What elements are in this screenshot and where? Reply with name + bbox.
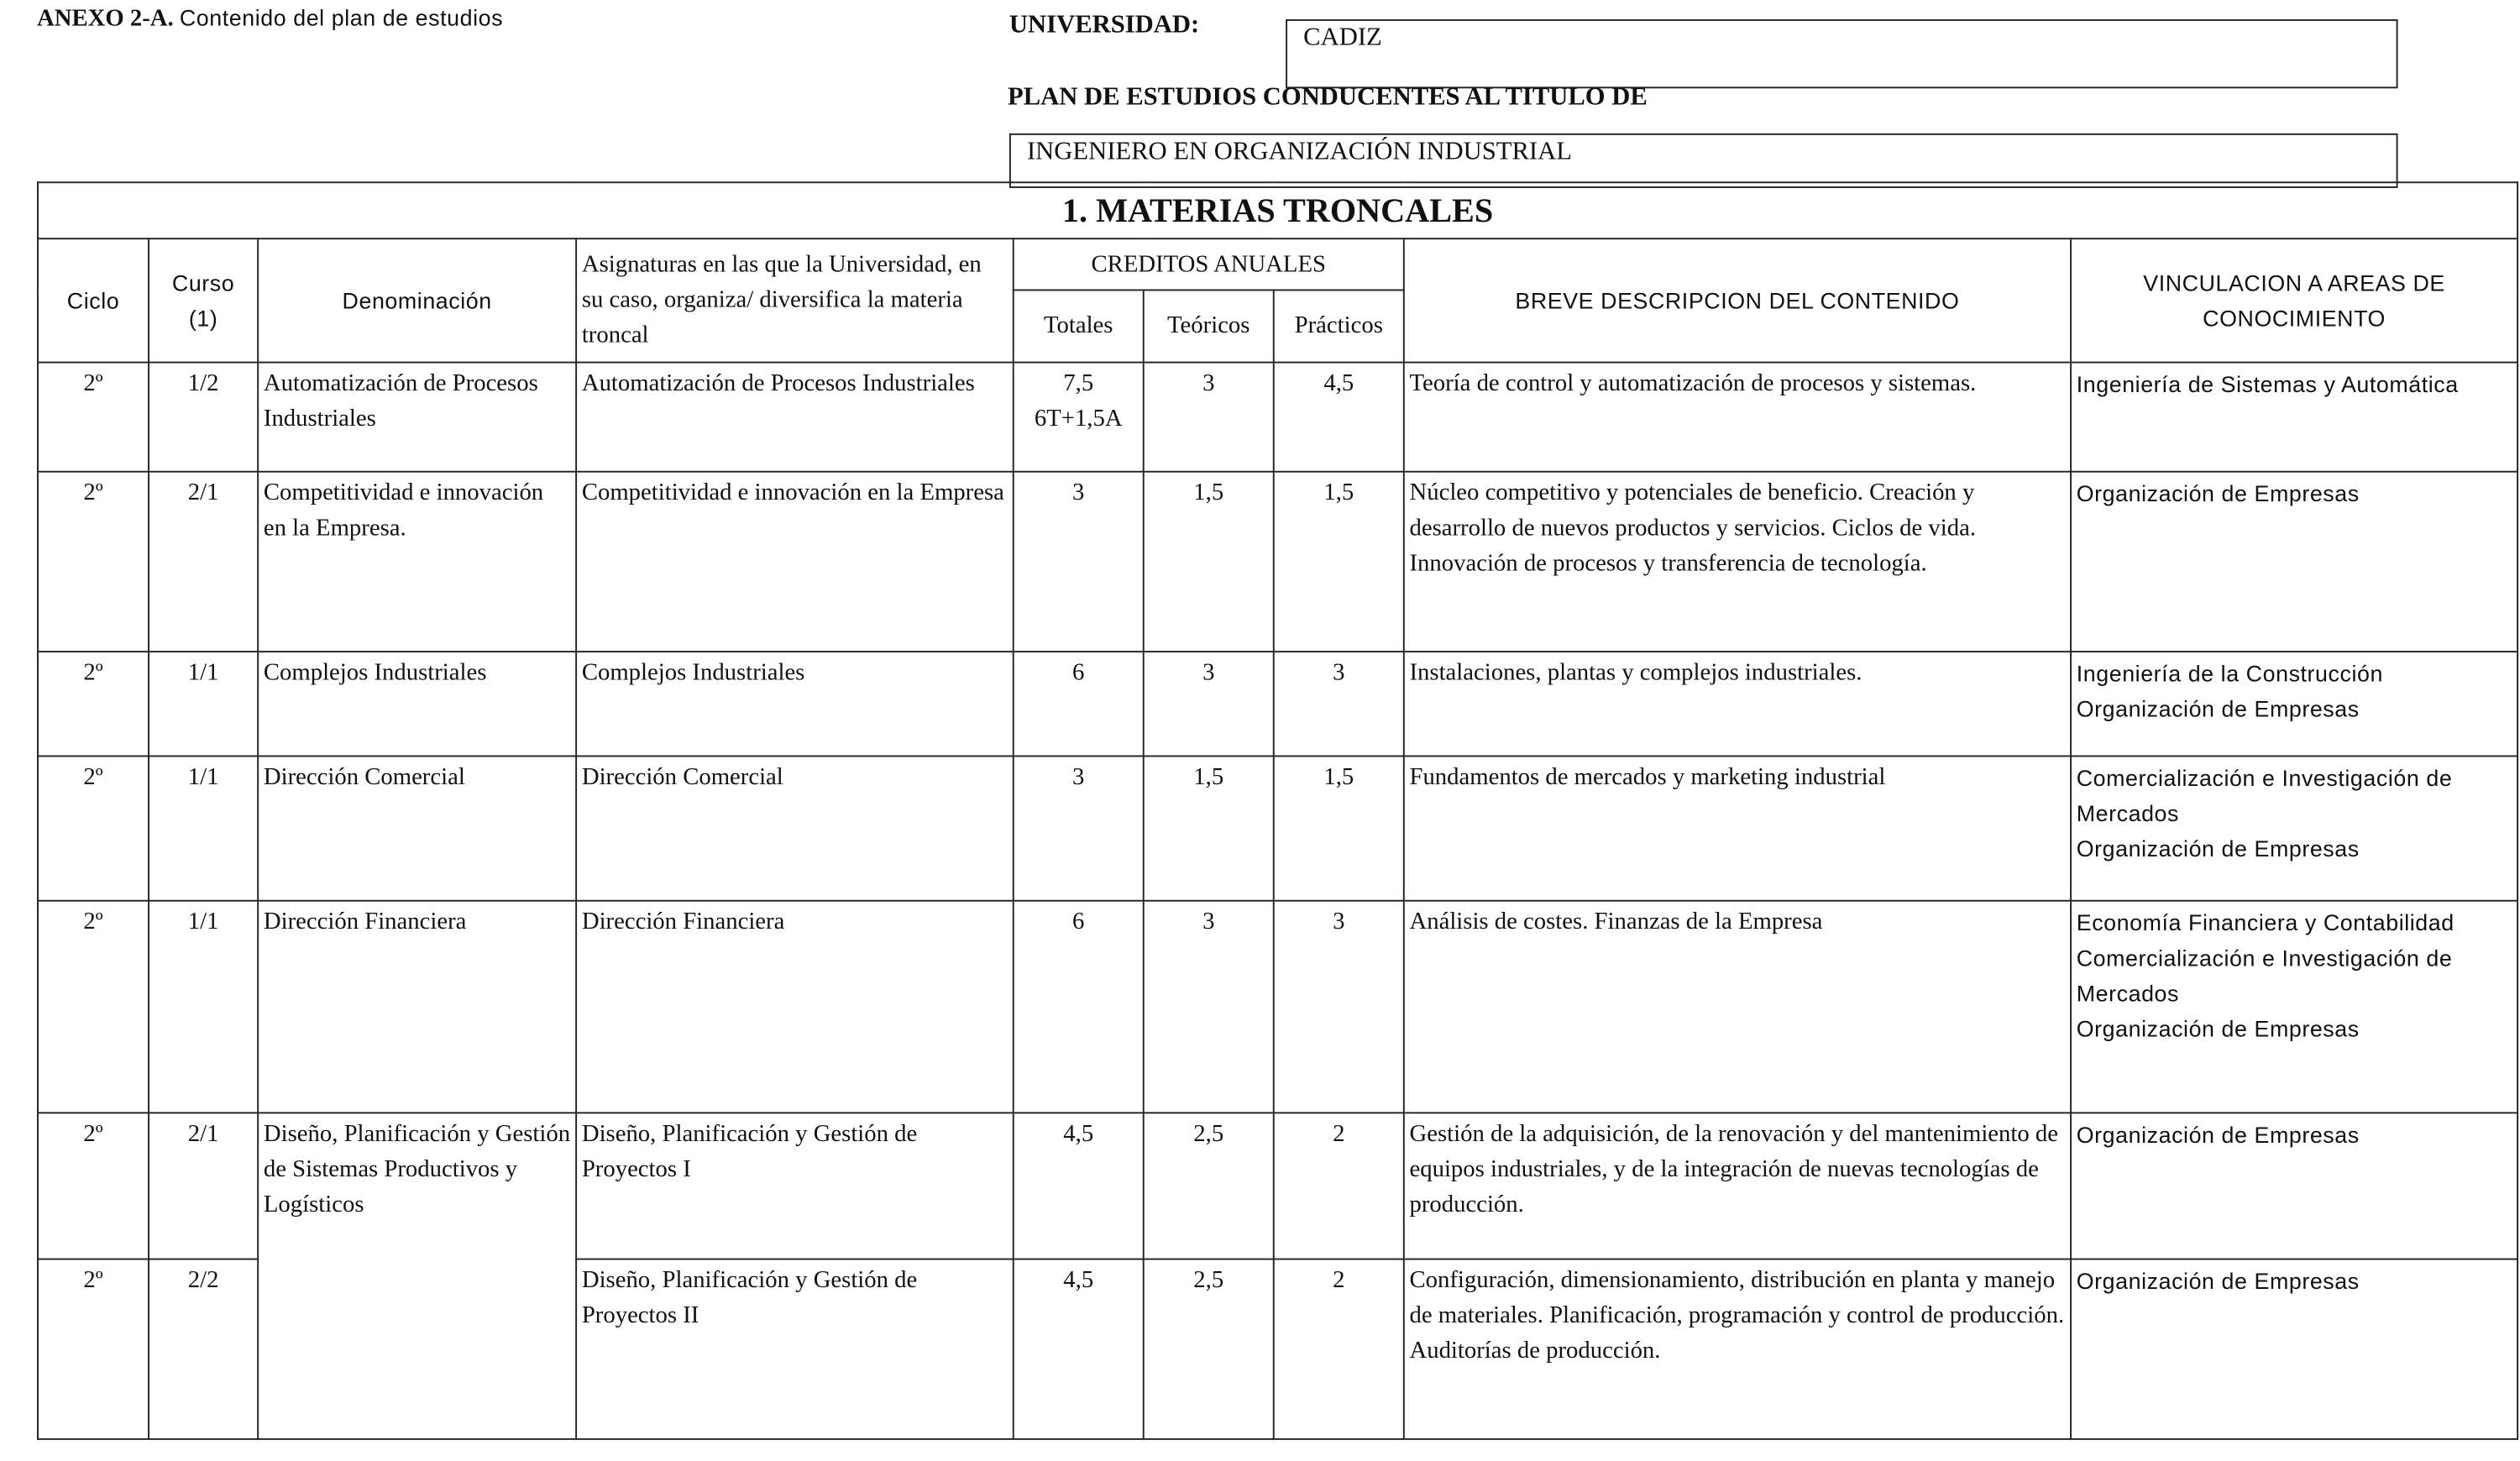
col-vinculacion: VINCULACION A AREAS DE CONOCIMIENTO [2071, 238, 2517, 362]
totales-value: 6 [1072, 909, 1085, 935]
area-item: Organización de Empresas [2076, 480, 2360, 506]
universidad-label: UNIVERSIDAD: [1009, 11, 1200, 39]
col-practicos: Prácticos [1274, 290, 1404, 362]
table-body [38, 363, 2517, 1439]
area-item: Ingeniería de Sistemas y Automática [2076, 371, 2459, 397]
asignatura-cell: Complejos Industriales [576, 652, 1014, 756]
descripcion-cell: Núcleo competitivo y potenciales de beneficio. Creación y desarrollo de nuevos productos y servicios. Ciclos de vida. Innovación de procesos y transferencia de tecnología. [1404, 472, 2071, 652]
table-row [38, 652, 2517, 756]
totales-cell [1014, 1259, 1144, 1439]
totales-cell [1014, 756, 1144, 900]
denominacion-cell: Diseño, Planificación y Gestión de Sistemas Productivos y Logísticos [258, 1113, 576, 1439]
practicos-cell: 1,5 [1274, 472, 1404, 652]
teoricos-cell: 3 [1144, 901, 1274, 1113]
vinculacion-cell [2071, 901, 2517, 1113]
practicos-cell: 1,5 [1274, 756, 1404, 900]
area-item: Organización de Empresas [2076, 835, 2360, 861]
vinculacion-cell [2071, 472, 2517, 652]
totales-note: 6T+1,5A [1034, 406, 1123, 432]
vinculacion-cell [2071, 1259, 2517, 1439]
area-item: Organización de Empresas [2076, 1268, 2360, 1294]
vinculacion-cell [2071, 363, 2517, 472]
col-teoricos: Teóricos [1144, 290, 1274, 362]
teoricos-cell: 3 [1144, 363, 1274, 472]
plan-label: PLAN DE ESTUDIOS CONDUCENTES AL TITULO DE [1008, 83, 1648, 112]
col-denominacion: Denominación [258, 238, 576, 362]
totales-value: 4,5 [1063, 1268, 1094, 1294]
ciclo-cell: 2º [38, 472, 149, 652]
vinculacion-cell [2071, 652, 2517, 756]
asignatura-cell: Diseño, Planificación y Gestión de Proyectos I [576, 1113, 1014, 1259]
ciclo-cell: 2º [38, 652, 149, 756]
asignatura-cell: Dirección Comercial [576, 756, 1014, 900]
totales-value: 6 [1072, 660, 1085, 687]
asignatura-cell: Automatización de Procesos Industriales [576, 363, 1014, 472]
totales-value: 7,5 [1063, 371, 1094, 397]
area-item: Comercialización e Investigación de Mercados [2076, 765, 2453, 826]
annex-text: Contenido del plan de estudios [179, 4, 504, 31]
curso-cell: 2/1 [149, 1113, 258, 1259]
area-item: Organización de Empresas [2076, 695, 2360, 722]
titulo-value: INGENIERO EN ORGANIZACIÓN INDUSTRIAL [1026, 138, 1572, 166]
descripcion-cell: Análisis de costes. Finanzas de la Empresa [1404, 901, 2071, 1113]
denominacion-cell: Competitividad e innovación en la Empresa. [258, 472, 576, 652]
descripcion-cell: Instalaciones, plantas y complejos industriales. [1404, 652, 2071, 756]
area-item: Organización de Empresas [2076, 1121, 2360, 1148]
totales-cell [1014, 1113, 1144, 1259]
area-item: Ingeniería de la Construcción [2076, 660, 2383, 687]
curso-cell: 1/2 [149, 363, 258, 472]
col-curso: Curso (1) [149, 238, 258, 362]
ciclo-cell: 2º [38, 901, 149, 1113]
ciclo-cell: 2º [38, 363, 149, 472]
descripcion-cell: Fundamentos de mercados y marketing industrial [1404, 756, 2071, 900]
teoricos-cell: 1,5 [1144, 756, 1274, 900]
table-row [38, 901, 2517, 1113]
teoricos-cell: 3 [1144, 652, 1274, 756]
practicos-cell: 3 [1274, 901, 1404, 1113]
denominacion-cell: Dirección Comercial [258, 756, 576, 900]
denominacion-cell: Automatización de Procesos Industriales [258, 363, 576, 472]
practicos-cell: 4,5 [1274, 363, 1404, 472]
totales-cell [1014, 472, 1144, 652]
curso-cell: 2/1 [149, 472, 258, 652]
col-creditos: CREDITOS ANUALES [1014, 238, 1404, 290]
table-title: 1. MATERIAS TRONCALES [38, 182, 2517, 238]
table-row [38, 472, 2517, 652]
asignatura-cell: Dirección Financiera [576, 901, 1014, 1113]
curso-cell: 2/2 [149, 1259, 258, 1439]
curso-cell: 1/1 [149, 901, 258, 1113]
curso-cell: 1/1 [149, 756, 258, 900]
practicos-cell: 2 [1274, 1113, 1404, 1259]
annex-heading [37, 5, 503, 34]
vinculacion-cell [2071, 756, 2517, 900]
curso-cell: 1/1 [149, 652, 258, 756]
descripcion-cell: Configuración, dimensionamiento, distribución en planta y manejo de materiales. Planificación, programación y control de producción. Auditorías de producción. [1404, 1259, 2071, 1439]
teoricos-cell: 1,5 [1144, 472, 1274, 652]
vinculacion-cell [2071, 1113, 2517, 1259]
totales-value: 4,5 [1063, 1121, 1094, 1148]
materias-table [37, 181, 2518, 1440]
area-item: Organización de Empresas [2076, 1015, 2360, 1042]
area-item: Economía Financiera y Contabilidad [2076, 909, 2455, 935]
asignatura-cell: Competitividad e innovación en la Empresa [576, 472, 1014, 652]
descripcion-cell: Gestión de la adquisición, de la renovación y del mantenimiento de equipos industriales, y de la integración de nuevas tecnologías de producción. [1404, 1113, 2071, 1259]
teoricos-cell: 2,5 [1144, 1113, 1274, 1259]
totales-cell [1014, 363, 1144, 472]
col-asignaturas: Asignaturas en las que la Universidad, en su caso, organiza/ diversifica la materia troncal [576, 238, 1014, 362]
col-totales: Totales [1014, 290, 1144, 362]
universidad-field [1286, 19, 2397, 88]
totales-value: 3 [1072, 480, 1085, 506]
denominacion-cell: Complejos Industriales [258, 652, 576, 756]
asignatura-cell: Diseño, Planificación y Gestión de Proyectos II [576, 1259, 1014, 1439]
totales-cell [1014, 901, 1144, 1113]
table-row [38, 363, 2517, 472]
denominacion-cell: Dirección Financiera [258, 901, 576, 1113]
col-ciclo: Ciclo [38, 238, 149, 362]
totales-value: 3 [1072, 765, 1085, 791]
table-row [38, 1113, 2517, 1259]
practicos-cell: 3 [1274, 652, 1404, 756]
ciclo-cell: 2º [38, 1259, 149, 1439]
col-descripcion: BREVE DESCRIPCION DEL CONTENIDO [1404, 238, 2071, 362]
universidad-value: CADIZ [1303, 24, 1382, 52]
ciclo-cell: 2º [38, 1113, 149, 1259]
ciclo-cell: 2º [38, 756, 149, 900]
teoricos-cell: 2,5 [1144, 1259, 1274, 1439]
table-row [38, 756, 2517, 900]
totales-cell [1014, 652, 1144, 756]
practicos-cell: 2 [1274, 1259, 1404, 1439]
area-item: Comercialización e Investigación de Mercados [2076, 945, 2453, 1007]
descripcion-cell: Teoría de control y automatización de procesos y sistemas. [1404, 363, 2071, 472]
annex-number: ANEXO 2-A. [37, 6, 174, 33]
titulo-field [1009, 134, 2398, 188]
